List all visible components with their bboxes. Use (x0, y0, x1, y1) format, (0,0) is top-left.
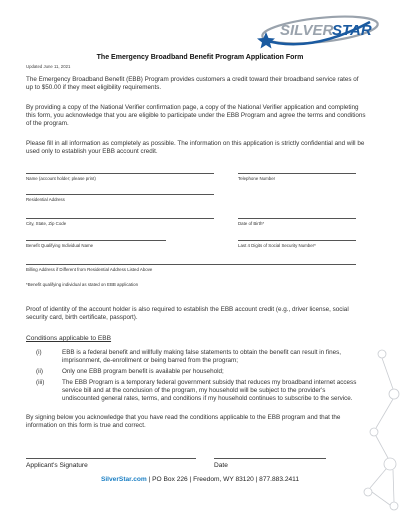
condition-text: Only one EBB program benefit is available per household; (62, 368, 224, 375)
city-field[interactable] (26, 218, 214, 219)
footer-contact: | PO Box 226 | Freedom, WY 83120 | 877.883.2411 (146, 476, 300, 483)
name-field[interactable] (26, 173, 214, 174)
dob-label: Date of Birth* (238, 221, 265, 226)
ssn-field[interactable] (238, 240, 356, 241)
dob-field[interactable] (238, 218, 356, 219)
website-link[interactable]: SilverStar.com (100, 476, 147, 483)
footer (0, 476, 400, 483)
ssn-label: Last 4 Digits of Social Security Number* (238, 243, 316, 248)
conditions-title: Conditions applicable to EBB (26, 335, 112, 342)
qualifying-name-field[interactable] (26, 240, 166, 241)
svg-text:STAR: STAR (332, 22, 372, 39)
signature-field[interactable] (26, 458, 196, 459)
billing-address-field[interactable] (26, 264, 356, 265)
intro-paragraph-3: Please fill in all information as completely as possible. The information on this application is strictly confidential and will be used only to establish your EBB account credit. (26, 140, 365, 156)
intro-paragraph-1: The Emergency Broadband Benefit (EBB) Program provides customers a credit toward their broadband service rates of up to $50.00 if they meet eligibility requirements. (26, 76, 359, 92)
footnote: *Benefit qualifying individual as stated on EBB application (26, 282, 139, 287)
condition-number: (iii) (36, 379, 45, 386)
billing-address-label: Billing Address if Different from Residential Address Listed Above (26, 267, 153, 272)
intro-paragraph-2: By providing a copy of the National Verifier confirmation page, a copy of the National Verifier application and completing this form, you acknowledge that you are eligible to participate under the EBB Program and agree the terms and conditions of the program. (26, 104, 366, 128)
phone-field[interactable] (238, 173, 356, 174)
svg-text:SILVER: SILVER (280, 22, 334, 39)
updated-date: Updated June 11, 2021 (26, 64, 71, 69)
condition-number: (ii) (36, 368, 43, 375)
address-field[interactable] (26, 194, 214, 195)
silver-star-logo (250, 10, 382, 50)
date-label: Date (214, 462, 228, 469)
form-title: The Emergency Broadband Benefit Program Application Form (96, 54, 304, 61)
date-field[interactable] (214, 458, 326, 459)
phone-label: Telephone Number (238, 176, 276, 181)
condition-number: (i) (36, 349, 42, 356)
condition-text: EBB is a federal benefit and willfully making false statements to obtain the benefit can result in fines, imprisonment, de-enrollment or being barred from the program; (62, 349, 341, 364)
address-label: Residential Address (26, 197, 65, 202)
name-label: Name (account holder; please print) (26, 176, 96, 181)
condition-text: The EBB Program is a temporary federal government subsidy that reduces my broadband internet access service bill and at the conclusion of the program, my household will be subject to the provider's undiscounted general rates, terms, and conditions if my household continues to subscribe to the service. (62, 379, 357, 402)
network-decoration-icon (360, 340, 400, 518)
qualifying-name-label: Benefit Qualifying Individual Name (26, 243, 94, 248)
acknowledgement-paragraph: By signing below you acknowledge that you have read the conditions applicable to the EBB program and that the information on this form is true and correct. (26, 414, 341, 430)
city-label: City, State, Zip Code (26, 221, 67, 226)
proof-paragraph: Proof of identity of the account holder is also required to establish the EBB account credit (e.g., driver license, social security card, birth certificate, passport). (26, 306, 349, 322)
signature-label: Applicant's Signature (26, 462, 88, 469)
